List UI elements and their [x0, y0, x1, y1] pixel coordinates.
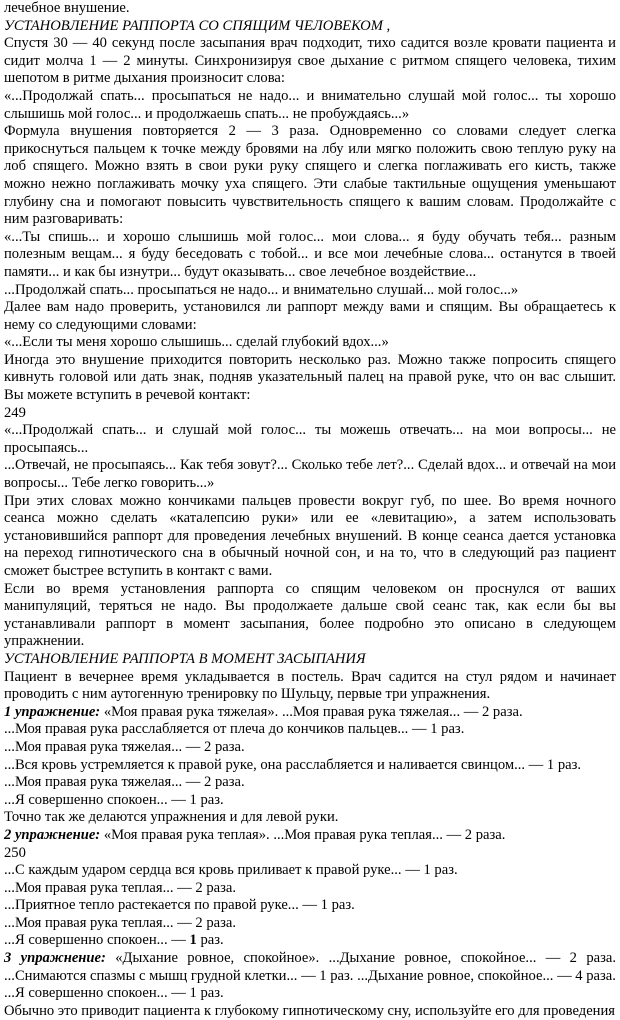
exercise-2-line-2: ...Моя правая рука теплая... — 2 раза.	[4, 879, 237, 896]
exercise-2-text: «Моя правая рука теплая». ...Моя правая рука теплая... — 2 раза.	[100, 826, 506, 843]
quote-3: ...Продолжай спать... просыпаться не надо... и внимательно слушай... мой голос...»	[4, 281, 519, 298]
quote-5: «...Продолжай спать... и слушай мой голос... ты можешь отвечать... на мои вопросы... не просыпаясь...	[4, 422, 616, 456]
quote-6: ...Отвечай, не просыпаясь... Как тебя зовут?... Сколько тебе лет?... Сделай вдох... и отвечай на мои вопросы... Тебе легко говорить...»	[4, 457, 616, 492]
paragraph-8: Точно так же делаются упражнения и для левой руки.	[4, 809, 339, 826]
exercise-1-text: «Моя правая рука тяжелая». ...Моя правая рука тяжелая... — 2 раза.	[100, 703, 523, 720]
exercise-2-label: 2 упражнение:	[4, 826, 101, 843]
exercise-1-label: 1 упражнение:	[4, 703, 101, 720]
paragraph-7: Пациент в вечернее время укладывается в постель. Врач садится на стул рядом и начинает проводить с ним аутогенную тренировку по Шульцу, первые три упражнения.	[4, 668, 616, 703]
exercise-1-line-4: ...Моя правая рука тяжелая... — 2 раза.	[4, 774, 245, 791]
exercise-2-line-5-unit: раз.	[196, 932, 224, 949]
paragraph-3: Далее вам надо проверить, установился ли раппорт между вами и спящим. Вы обращаетесь к нему со следующими словами:	[4, 299, 616, 333]
paragraph-4: Иногда это внушение приходится повторить несколько раз. Можно также попросить спящего кивнуть головой или дать знак, подняв указательный палец на правой руке, что он вас слышит. Вы можете вступить в речевой контакт:	[4, 351, 616, 404]
exercise-2-line-1: ...С каждым ударом сердца вся кровь приливает к правой руке... — 1 раз.	[4, 862, 458, 879]
exercise-1-line-5: ...Я совершенно спокоен... — 1 раз.	[4, 791, 224, 808]
section-heading-rapport-falling-asleep: УСТАНОВЛЕНИЕ РАППОРТА В МОМЕНТ ЗАСЫПАНИЯ	[4, 650, 366, 667]
paragraph-6: Если во время установления раппорта со спящим человеком он проснулся от ваших манипуляций, теряться не надо. Вы продолжаете дальше свой сеанс так, как если бы вы устанавливали раппорт в момент засыпания, более подробно это описано в следующем упражнении.	[4, 580, 616, 650]
exercise-2-line-5	[4, 932, 616, 950]
quote-2: «...Ты спишь... и хорошо слышишь мой голос... мои слова... я буду обучать тебя... разным полезным вещам... я буду беседовать с тобой... и все мои лечебные слова... останутся в твоей памяти... и как бы изнутри... будут оказывать... свое лечебное воздействие...	[4, 228, 616, 280]
exercise-2-line-3: ...Приятное тепло растекается по правой руке... — 1 раз.	[4, 897, 355, 914]
exercise-1-line-1: ...Моя правая рука расслабляется от плеча до кончиков пальцев... — 1 раз.	[4, 721, 465, 738]
paragraph-2: Формула внушения повторяется 2 — 3 раза. Одновременно со словами следует слегка прикоснуться пальцем к точке между бровями на лбу или мягко положить свою теплую руку на лоб спящего. Можно взять в свои руки руку спящего и слегка поглаживать его кисть, также можно нежно поглаживать мочку уха спящего. Эти слабые тактильные ощущения уменьшают глубину сна и помогают повысить чувствительность спящего к вашим словам. Продолжайте с ним разговаривать:	[4, 123, 616, 228]
exercise-1-line-3: ...Вся кровь устремляется к правой руке, она расслабляется и наливается свинцом... — 1 раз.	[4, 756, 582, 773]
top-line: лечебное внушение.	[4, 0, 130, 16]
exercise-2	[4, 827, 616, 845]
quote-4: «...Если ты меня хорошо слышишь... сделай глубокий вдох...»	[4, 334, 389, 351]
exercise-2-line-5-text: ...Я совершенно спокоен... —	[4, 932, 190, 949]
paragraph-1: Спустя 30 — 40 секунд после засыпания врач подходит, тихо садится возле кровати пациента и сидит молча 1 — 2 минуты. Синхронизируя свое дыхание с ритмом спящего человека, тихим шепотом в ритме дыхания произносит слова:	[4, 35, 616, 87]
exercise-2-line-4: ...Моя правая рука теплая... — 2 раза.	[4, 914, 237, 931]
exercise-3-text: «Дыхание ровное, спокойное». ...Дыхание ровное, спокойное... — 2 раза. ...Снимаются спазмы с мышц грудной клетки... — 1 раз. ...Дыхание ровное, спокойное... — 4 раза.	[4, 950, 616, 984]
exercise-1-line-2: ...Моя правая рука тяжелая... — 2 раза.	[4, 738, 245, 755]
exercise-3-line-1: ...Я совершенно спокоен... — 1 раз.	[4, 985, 224, 1002]
page-number-250: 250	[4, 844, 26, 861]
exercise-1	[4, 704, 616, 722]
section-heading-rapport-sleeping: УСТАНОВЛЕНИЕ РАППОРТА СО СПЯЩИМ ЧЕЛОВЕКОМ ,	[4, 17, 391, 34]
paragraph-9: Обычно это приводит пациента к глубокому гипнотическому сну, используйте его для проведения	[4, 1002, 616, 1019]
exercise-3-label: 3 упражнение:	[4, 950, 106, 967]
exercise-2-line-5-count: 1	[189, 932, 197, 949]
quote-1: «...Продолжай спать... просыпаться не надо... и внимательно слушай мой голос... ты хорошо слышишь мой голос... и продолжаешь спать... не пробуждаясь...»	[4, 87, 616, 122]
exercise-3	[4, 950, 616, 985]
page-number-249: 249	[4, 404, 26, 421]
paragraph-5: При этих словах можно кончиками пальцев провести вокруг губ, по шее. Во время ночного сеанса можно сделать «каталепсию руки» или ее «левитацию», а затем использовать установившийся раппорт для проведения лечебных внушений. В конце сеанса дается установка на переход гипнотического сна в обычный ночной сон, и на то, что в следующий раз пациент сможет быстрее вступить в контакт с вами.	[4, 492, 616, 579]
